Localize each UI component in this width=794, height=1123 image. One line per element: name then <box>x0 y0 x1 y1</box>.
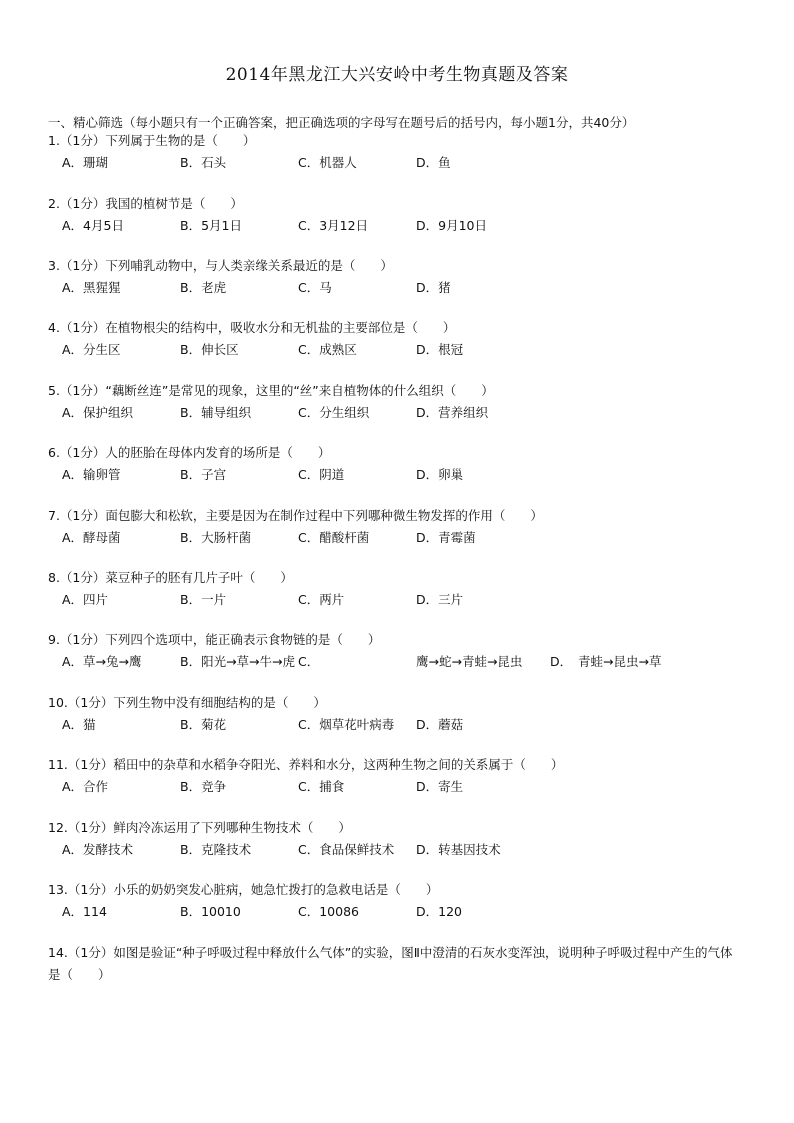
option-a: A．黑猩猩 <box>62 280 121 295</box>
option-d-label: D． <box>550 654 573 669</box>
option-c: C．两片 <box>298 592 345 607</box>
option-a: A．分生区 <box>62 342 121 357</box>
option-c: C．机器人 <box>298 155 357 170</box>
options-row <box>48 776 748 798</box>
options-row <box>48 152 748 174</box>
question-9 <box>48 630 748 673</box>
options-row <box>48 464 748 486</box>
question-stem: 5.（1分）“藕断丝连”是常见的现象，这里的“丝”来自植物体的什么组织（ ） <box>48 383 494 398</box>
option-b: B．克隆技术 <box>180 842 252 857</box>
option-b: B．老虎 <box>180 280 227 295</box>
option-d: D．猪 <box>416 280 451 295</box>
question-3 <box>48 256 748 299</box>
option-d-text: 青蛙→昆虫→草 <box>578 654 662 669</box>
option-a: A．合作 <box>62 779 109 794</box>
option-b: B．竞争 <box>180 779 227 794</box>
option-d: D．营养组织 <box>416 405 489 420</box>
question-stem: 11.（1分）稻田中的杂草和水稻争夺阳光、养料和水分，这两种生物之间的关系属于（ ） <box>48 757 564 772</box>
option-c: C．3月12日 <box>298 218 369 233</box>
option-b: B．一片 <box>180 592 227 607</box>
option-a: A．4月5日 <box>62 218 124 233</box>
option-c: C．成熟区 <box>298 342 357 357</box>
options-row <box>48 339 748 361</box>
option-d: D．鱼 <box>416 155 451 170</box>
question-stem: 7.（1分）面包膨大和松软，主要是因为在制作过程中下列哪种微生物发挥的作用（ ） <box>48 508 543 523</box>
option-d: D．9月10日 <box>416 218 487 233</box>
option-d: D．三片 <box>416 592 464 607</box>
options-row <box>48 839 748 861</box>
option-b: B．伸长区 <box>180 342 239 357</box>
option-c: C．马 <box>298 280 332 295</box>
option-b: B．子宫 <box>180 467 227 482</box>
question-stem: 10.（1分）下列生物中没有细胞结构的是（ ） <box>48 695 326 710</box>
question-stem: 13.（1分）小乐的奶奶突发心脏病，她急忙拨打的急救电话是（ ） <box>48 882 439 897</box>
option-a: A．发酵技术 <box>62 842 134 857</box>
option-a: A．保护组织 <box>62 405 134 420</box>
question-stem: 9.（1分）下列四个选项中，能正确表示食物链的是（ ） <box>48 632 381 647</box>
option-a: A．猫 <box>62 717 96 732</box>
options-row <box>48 651 748 673</box>
option-a: A．114 <box>62 904 107 919</box>
question-12 <box>48 818 748 861</box>
option-a: A．四片 <box>62 592 109 607</box>
question-stem: 1.（1分）下列属于生物的是（ ） <box>48 133 256 148</box>
question-4 <box>48 318 748 361</box>
option-a: A．酵母菌 <box>62 530 121 545</box>
option-d: D．寄生 <box>416 779 464 794</box>
option-c: C．10086 <box>298 904 359 919</box>
question-14 <box>48 942 748 986</box>
question-stem: 3.（1分）下列哺乳动物中，与人类亲缘关系最近的是（ ） <box>48 258 393 273</box>
option-c: C．烟草花叶病毒 <box>298 717 395 732</box>
option-b: B．菊花 <box>180 717 227 732</box>
question-stem: 4.（1分）在植物根尖的结构中，吸收水分和无机盐的主要部位是（ ） <box>48 320 456 335</box>
options-row <box>48 527 748 549</box>
option-d: D．根冠 <box>416 342 464 357</box>
options-row <box>48 714 748 736</box>
option-c: C．捕食 <box>298 779 345 794</box>
question-13 <box>48 880 748 923</box>
question-10 <box>48 693 748 736</box>
question-stem: 8.（1分）菜豆种子的胚有几片子叶（ ） <box>48 570 293 585</box>
options-row <box>48 402 748 424</box>
option-a: A．输卵管 <box>62 467 121 482</box>
option-c: C．阴道 <box>298 467 345 482</box>
question-6 <box>48 443 748 486</box>
question-8 <box>48 568 748 611</box>
option-b: B．阳光→草→牛→虎 <box>180 654 295 669</box>
option-d: D．蘑菇 <box>416 717 464 732</box>
option-b: B．5月1日 <box>180 218 242 233</box>
option-d: D．120 <box>416 904 462 919</box>
question-stem: 2.（1分）我国的植树节是（ ） <box>48 196 243 211</box>
options-row <box>48 901 748 923</box>
question-1 <box>48 131 748 174</box>
options-row <box>48 215 748 237</box>
section-heading: 一、精心筛选（每小题只有一个正确答案，把正确选项的字母写在题号后的括号内，每小题1分，共40分） <box>48 115 635 130</box>
option-c: C．分生组织 <box>298 405 370 420</box>
option-d: D．转基因技术 <box>416 842 501 857</box>
option-c-text: 鹰→蛇→青蛙→昆虫 <box>416 654 523 669</box>
options-row <box>48 589 748 611</box>
option-d: D．卵巢 <box>416 467 464 482</box>
option-c-label: C． <box>298 654 320 669</box>
question-7 <box>48 506 748 549</box>
option-d: D．青霉菌 <box>416 530 476 545</box>
question-stem: 12.（1分）鲜肉冷冻运用了下列哪种生物技术（ ） <box>48 820 351 835</box>
question-2 <box>48 194 748 237</box>
question-11 <box>48 755 748 798</box>
page-title: 2014年黑龙江大兴安岭中考生物真题及答案 <box>225 65 569 85</box>
option-c: C．醋酸杆菌 <box>298 530 370 545</box>
option-b: B．大肠杆菌 <box>180 530 252 545</box>
option-b: B．石头 <box>180 155 227 170</box>
option-a: A．草→兔→鹰 <box>62 654 142 669</box>
option-b: B．辅导组织 <box>180 405 252 420</box>
options-row <box>48 277 748 299</box>
question-stem: 6.（1分）人的胚胎在母体内发育的场所是（ ） <box>48 445 331 460</box>
question-stem: 14.（1分）如图是验证“种子呼吸过程中释放什么气体”的实验，图Ⅱ中澄清的石灰水变浑浊，说明种子呼吸过程中产生的气体是（ ） <box>48 945 733 982</box>
option-b: B．10010 <box>180 904 241 919</box>
option-c: C．食品保鲜技术 <box>298 842 395 857</box>
option-a: A．珊瑚 <box>62 155 109 170</box>
question-5 <box>48 381 748 424</box>
